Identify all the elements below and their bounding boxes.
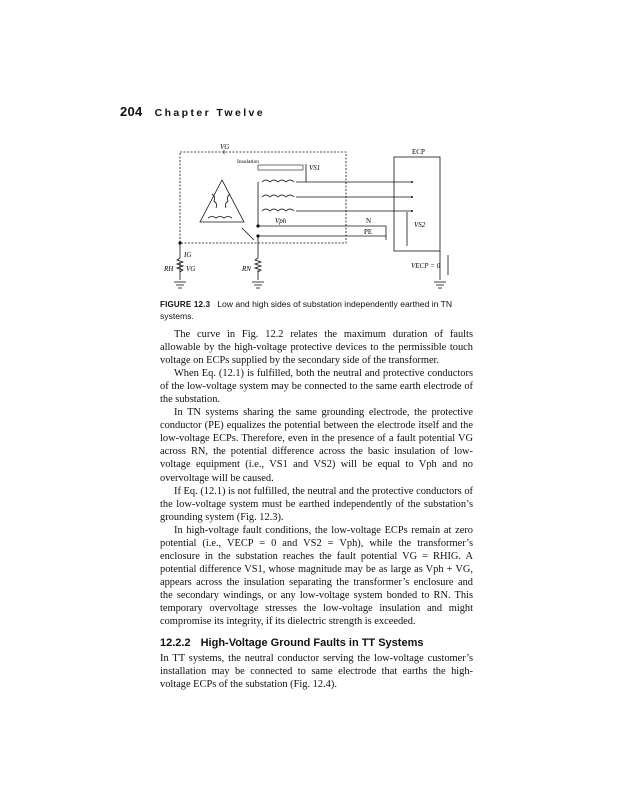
section-heading <box>160 637 473 650</box>
paragraph: The curve in Fig. 12.2 relates the maximum duration of faults allowable by the high-voltage protective devices to the permissible touch voltage on ECPs supplied by the secondary side of the transformer. <box>160 329 473 367</box>
label-ig: IG <box>184 251 192 259</box>
figure-12-3 <box>120 130 460 300</box>
label-vs1: VS1 <box>309 164 321 172</box>
chapter-title: Chapter Twelve <box>154 107 266 119</box>
paragraph: In TN systems sharing the same grounding electrode, the protective conductor (PE) equalizes the potential between the electrode itself and the low-voltage ECPs. Therefore, even in the presence of a fault potential VG across RN, the potential difference across the basic insulation of low-voltage equipment (i.e., VS1 and VS2) will be equal to Vph and no overvoltage will be caused. <box>160 407 473 484</box>
label-rh: RH <box>164 265 174 273</box>
section-title: High-Voltage Ground Faults in TT Systems <box>200 637 424 650</box>
body-text <box>160 328 473 691</box>
caption-text: Low and high sides of substation independently earthed in TN systems. <box>160 299 453 321</box>
label-vs2: VS2 <box>414 221 426 229</box>
label-ecp: ECP <box>412 148 425 156</box>
label-n: N <box>366 217 372 225</box>
paragraph: If Eq. (12.1) is not fulfilled, the neutral and the protective conductors of the low-voltage system must be earthed independently of the substation’s grounding system (Fig. 12.3). <box>160 485 473 523</box>
caption-label: FIGURE 12.3 <box>160 300 211 309</box>
label-vg-bottom: VG <box>186 265 196 273</box>
label-pe: PE <box>364 228 373 236</box>
label-vg-top: VG <box>220 143 230 151</box>
section-number: 12.2.2 <box>160 637 191 650</box>
label-vph: Vph <box>275 217 287 225</box>
label-insulation: Insulation <box>237 159 259 165</box>
paragraph: In TT systems, the neutral conductor serving the low-voltage customer’s installation may be connected to same electrode that earths the high-voltage ECPs of the substation (Fig. 12.4). <box>160 653 473 691</box>
label-rn: RN <box>242 265 251 273</box>
paragraph: When Eq. (12.1) is fulfilled, both the neutral and protective conductors of the low-voltage system may be connected to the same earth electrode of the substation. <box>160 368 473 406</box>
figure-caption <box>160 299 475 321</box>
running-header <box>120 103 265 121</box>
label-vecp: VECP = 0 <box>411 262 441 270</box>
page-number: 204 <box>120 104 143 119</box>
paragraph: In high-voltage fault conditions, the low-voltage ECPs remain at zero potential (i.e., VECP = 0 and VS2 = Vph), while the transformer’s enclosure in the substation reaches the fault potential VG = RHIG. A potential difference VS1, whose magnitude may be as large as Vph + VG, appears across the insulation separating the transformer’s enclosure and the secondary windings, or any low-voltage system bonded to RN. This temporary overvoltage stresses the low-voltage insulation and might compromise its integrity, if its dielectric strength is exceeded. <box>160 524 473 628</box>
